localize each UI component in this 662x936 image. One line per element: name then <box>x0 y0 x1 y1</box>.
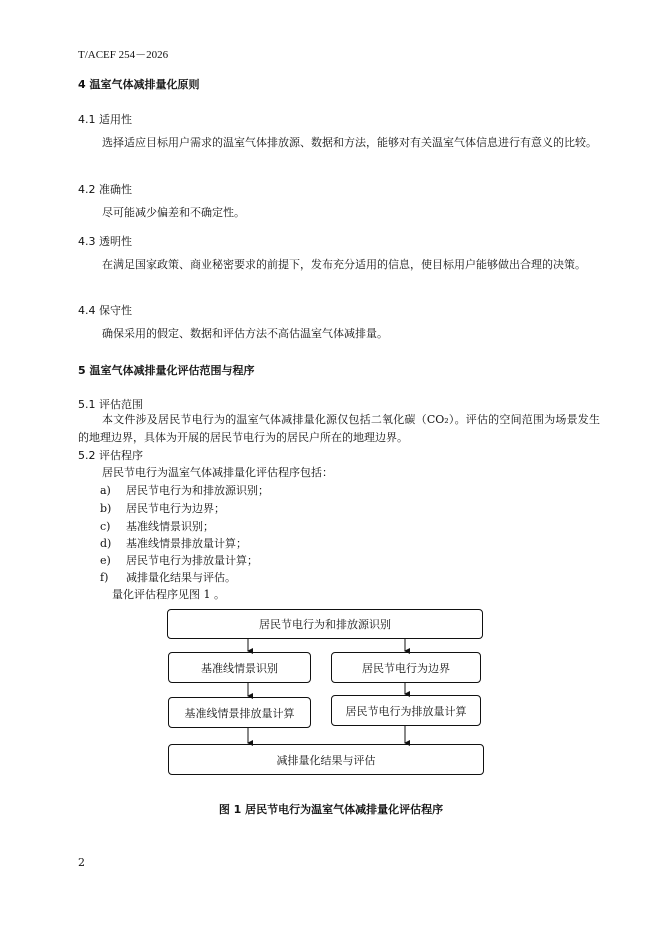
section-4-title: 4 温室气体减排量化原则 <box>78 78 200 91</box>
figure-reference: 量化评估程序见图 1 。 <box>112 588 225 601</box>
flow-box-top: 居民节电行为和排放源识别 <box>167 609 483 639</box>
section-5-2-intro: 居民节电行为温室气体减排量化评估程序包括： <box>102 466 333 479</box>
section-4-2-title: 4.2 准确性 <box>78 183 132 196</box>
section-4-3-text: 在满足国家政策、商业秘密要求的前提下，发布充分适用的信息，使目标用户能够做出合理的决策。 <box>102 258 586 271</box>
section-4-2-text: 尽可能减少偏差和不确定性。 <box>102 206 245 219</box>
list-item: b) 居民节电行为边界； <box>100 502 225 515</box>
list-item: d) 基准线情景排放量计算； <box>100 537 247 550</box>
section-4-4-title: 4.4 保守性 <box>78 304 132 317</box>
list-item: c) 基准线情景识别； <box>100 520 214 533</box>
section-5-2-title: 5.2 评估程序 <box>78 449 143 462</box>
list-item: f) 减排量化结果与评估。 <box>100 571 236 584</box>
section-4-1-text: 选择适应目标用户需求的温室气体排放源、数据和方法，能够对有关温室气体信息进行有意义的比较。 <box>102 136 597 149</box>
section-5-1-title: 5.1 评估范围 <box>78 398 143 411</box>
page-number: 2 <box>78 856 85 869</box>
flow-box-left-1: 基准线情景识别 <box>168 652 311 683</box>
flow-box-right-1: 居民节电行为边界 <box>331 652 481 683</box>
section-4-3-title: 4.3 透明性 <box>78 235 132 248</box>
section-5-1-text: 本文件涉及居民节电行为的温室气体减排量化源仅包括二氧化碳（CO₂）。评估的空间范围为场景发生的地理边界，具体为开展的居民节电行为的居民户所在的地理边界。 <box>78 413 600 444</box>
flow-box-right-2: 居民节电行为排放量计算 <box>331 695 481 726</box>
document-id: T/ACEF 254－2026 <box>78 49 169 61</box>
section-4-4-text: 确保采用的假定、数据和评估方法不高估温室气体减排量。 <box>102 327 388 340</box>
list-item: e) 居民节电行为排放量计算； <box>100 554 258 567</box>
section-4-1-title: 4.1 适用性 <box>78 113 132 126</box>
flow-box-left-2: 基准线情景排放量计算 <box>168 697 311 728</box>
flow-box-bottom: 减排量化结果与评估 <box>168 744 484 775</box>
list-item: a) 居民节电行为和排放源识别； <box>100 484 269 497</box>
figure-caption: 图 1 居民节电行为温室气体减排量化评估程序 <box>218 803 444 816</box>
section-5-title: 5 温室气体减排量化评估范围与程序 <box>78 364 255 377</box>
